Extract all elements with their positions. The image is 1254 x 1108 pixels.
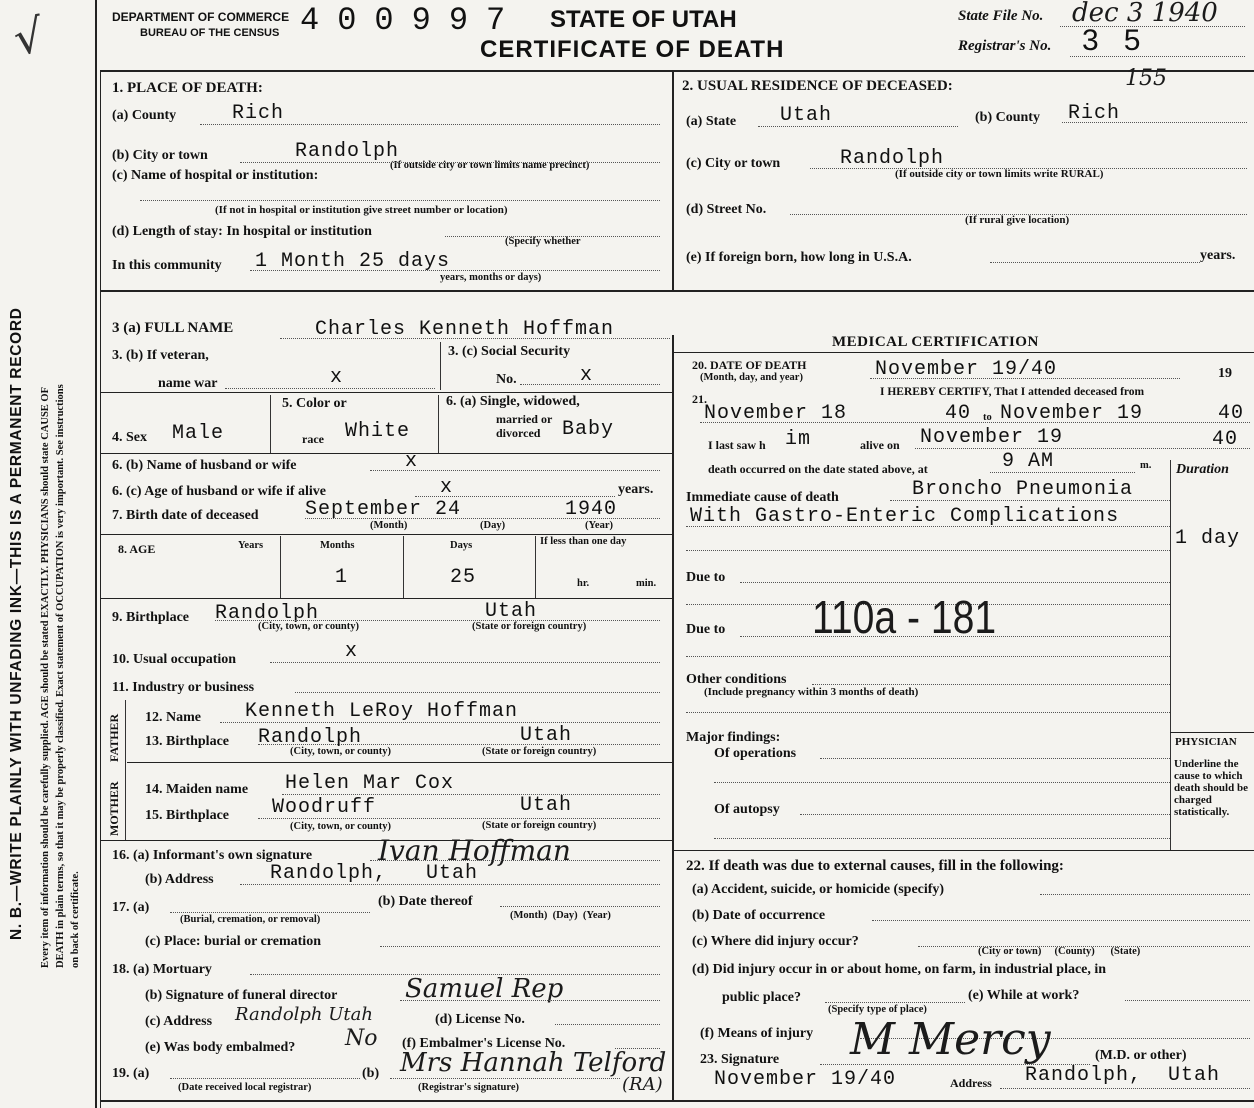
last-saw-label: I last saw h <box>708 438 766 452</box>
birthplace-label: 9. Birthplace <box>112 610 189 625</box>
margin-instructions-2: DEATH in plain terms, so that it may be properly classified. Exact statement of OCCUPATION is very important. See instructions <box>55 384 66 968</box>
embalmed-value: No <box>345 1026 378 1051</box>
last-saw-date: November 19 <box>920 426 1064 449</box>
sex-label: 4. Sex <box>112 430 147 445</box>
external-c-note: (City or town) (County) (State) <box>978 946 1141 957</box>
external-d-note: (Specify type of place) <box>828 1004 927 1015</box>
marital-sub2: divorced <box>496 426 541 440</box>
external-causes-label: 22. If death was due to external causes, fill in the following: <box>686 858 1064 874</box>
mother-bp-state-note: (State or foreign country) <box>482 820 597 831</box>
funeral-director-signature: Samuel Rep <box>405 974 564 1004</box>
registrar-signature: Mrs Hannah Telford <box>400 1048 667 1078</box>
attended-from-year: 40 <box>945 402 972 425</box>
physician-address-label: Address <box>950 1076 992 1090</box>
community-label: In this community <box>112 258 222 273</box>
top-section-rule <box>100 290 1254 292</box>
external-f-label: (f) Means of injury <box>700 1026 814 1041</box>
father-bp-state-note: (State or foreign country) <box>482 746 597 757</box>
age-months-hdr: Months <box>320 540 355 551</box>
mother-tag: MOTHER <box>107 781 121 836</box>
other-conditions-label: Other conditions <box>686 672 787 687</box>
birth-day-note: (Day) <box>480 520 506 531</box>
immediate-cause-line1: Broncho Pneumonia <box>912 478 1134 501</box>
external-d-label: (d) Did injury occur in or about home, on farm, in industrial place, in <box>692 962 1107 977</box>
operations-label: Of operations <box>714 746 797 761</box>
birthplace-state-value: Utah <box>485 600 538 623</box>
date-received-label: 19. (a) <box>112 1066 150 1081</box>
residence-county-label: (b) County <box>975 110 1040 125</box>
registrar-initials: (RA) <box>622 1074 663 1095</box>
veteran-label: 3. (b) If veteran, <box>112 348 209 363</box>
foreign-years-label: years. <box>1200 248 1236 263</box>
burial-date-note: (Month) (Day) (Year) <box>510 910 611 921</box>
margin-instructions-1: Every item of information should be carefully supplied. AGE should be stated EXACTLY. PHYSICIANS should state CAUSE OF <box>40 387 51 968</box>
death-city-value: Randolph <box>295 140 400 163</box>
physician-note: Underline the cause to which death should be charged statistically. <box>1174 758 1248 818</box>
birthplace-city-value: Randolph <box>215 602 320 625</box>
certificate-serial-number: 400997 <box>300 2 524 39</box>
spouse-name-label: 6. (b) Name of husband or wife <box>112 458 297 473</box>
race-label: race <box>302 432 324 446</box>
state-file-value: dec 3 1940 <box>1072 0 1218 28</box>
burial-label: 17. (a) <box>112 900 150 915</box>
alive-on-label: alive on <box>860 438 900 452</box>
mother-birthplace-state: Utah <box>520 794 573 817</box>
place-of-death-heading: 1. PLACE OF DEATH: <box>112 80 263 96</box>
mother-birthplace-label: 15. Birthplace <box>145 808 229 823</box>
full-name-label: 3 (a) FULL NAME <box>112 320 234 336</box>
physician-signature: M Mercy <box>850 1014 1051 1065</box>
embalmer-license-label: (f) Embalmer's License No. <box>402 1036 566 1051</box>
informant-signature-label: 16. (a) Informant's own signature <box>112 848 313 863</box>
item-21: 21. <box>692 392 707 406</box>
age-days-hdr: Days <box>450 540 473 551</box>
other-conditions-note: (Include pregnancy within 3 months of death) <box>704 686 919 698</box>
father-name-value: Kenneth LeRoy Hoffman <box>245 700 519 723</box>
birth-month-note: (Month) <box>370 520 408 531</box>
attended-to-word: to <box>983 412 992 423</box>
hospital-label: (c) Name of hospital or institution: <box>112 168 319 183</box>
date-received-note: (Date received local registrar) <box>178 1082 312 1093</box>
header-bottom-rule <box>100 70 1254 72</box>
external-a-label: (a) Accident, suicide, or homicide (specify) <box>692 882 945 897</box>
date-of-death-sub: (Month, day, and year) <box>700 372 803 383</box>
registrar-sig-note: (Registrar's signature) <box>418 1082 519 1093</box>
ssn-label: 3. (c) Social Security <box>448 344 571 359</box>
external-d-public-place: public place? <box>722 990 801 1005</box>
physician-header: PHYSICIAN <box>1175 736 1237 748</box>
father-birthplace-label: 13. Birthplace <box>145 734 229 749</box>
mother-name-label: 14. Maiden name <box>145 782 249 797</box>
age-years-hdr: Years <box>238 540 264 551</box>
autopsy-label: Of autopsy <box>714 802 780 817</box>
residence-city-value: Randolph <box>840 147 945 170</box>
age-months-value: 1 <box>335 566 349 589</box>
permanent-record-notice: N. B.—WRITE PLAINLY WITH UNFADING INK—THIS IS A PERMANENT RECORD <box>8 307 25 940</box>
birth-date-value: September 24 <box>305 498 462 521</box>
spouse-age-unit: years. <box>618 482 654 497</box>
license-label: (d) License No. <box>435 1012 525 1027</box>
father-birthplace-city: Randolph <box>258 726 363 749</box>
spouse-age-label: 6. (c) Age of husband or wife if alive <box>112 484 327 499</box>
father-name-label: 12. Name <box>145 710 201 725</box>
occupation-label: 10. Usual occupation <box>112 652 237 667</box>
father-bp-city-note: (City, town, or county) <box>290 746 392 757</box>
father-tag: FATHER <box>107 713 121 762</box>
community-note: years, months or days) <box>440 272 542 283</box>
father-birthplace-state: Utah <box>520 724 573 747</box>
spouse-name-value: x <box>405 450 419 473</box>
margin-instructions-3: on back of certificate. <box>70 871 81 968</box>
attended-to-year: 40 <box>1218 402 1245 425</box>
age-label: 8. AGE <box>118 542 156 556</box>
birth-date-label: 7. Birth date of deceased <box>112 508 259 523</box>
race-value: White <box>345 420 411 443</box>
full-name-value: Charles Kenneth Hoffman <box>315 318 615 341</box>
due-to-label-2: Due to <box>686 622 726 637</box>
external-e-label: (e) While at work? <box>968 988 1080 1003</box>
death-city-note: (If outside city or town limits name precinct) <box>390 160 590 171</box>
department-label: DEPARTMENT OF COMMERCE <box>112 10 290 24</box>
state-title: STATE OF UTAH <box>550 6 737 33</box>
marital-value: Baby <box>562 418 615 441</box>
burial-note: (Burial, cremation, or removal) <box>180 914 321 925</box>
marital-sub1: married or <box>496 412 553 426</box>
due-to-label-1: Due to <box>686 570 726 585</box>
veteran-war-label: name war <box>158 376 218 391</box>
time-m-label: m. <box>1140 460 1152 471</box>
street-note: (If rural give location) <box>965 214 1070 226</box>
sex-value: Male <box>172 422 225 445</box>
state-file-label: State File No. <box>958 8 1044 24</box>
birthplace-city-note: (City, town, or county) <box>258 621 360 632</box>
color-label: 5. Color or <box>282 396 347 411</box>
residence-state-label: (a) State <box>686 114 737 129</box>
mother-name-value: Helen Mar Cox <box>285 772 455 795</box>
marital-label: 6. (a) Single, widowed, <box>446 394 580 409</box>
funeral-director-label: (b) Signature of funeral director <box>145 988 338 1003</box>
residence-heading: 2. USUAL RESIDENCE OF DECEASED: <box>682 78 953 94</box>
death-city-label: (b) City or town <box>112 148 208 163</box>
birthplace-state-note: (State or foreign country) <box>472 621 587 632</box>
mother-birthplace-city: Woodruff <box>272 796 377 819</box>
medical-column-divider <box>672 335 674 1100</box>
last-saw-him: im <box>785 428 812 451</box>
burial-place-label: (c) Place: burial or cremation <box>145 934 321 949</box>
frame-left-line <box>95 0 97 1108</box>
major-findings-label: Major findings: <box>686 730 781 745</box>
informant-address-label: (b) Address <box>145 872 214 887</box>
frame-left-line-inner <box>100 70 101 1108</box>
residence-city-label: (c) City or town <box>686 156 781 171</box>
date-of-death-label: 20. DATE OF DEATH <box>692 358 807 372</box>
length-of-stay-label: (d) Length of stay: In hospital or institution <box>112 224 372 239</box>
birth-year-note: (Year) <box>585 520 613 531</box>
immediate-cause-label: Immediate cause of death <box>686 490 839 505</box>
industry-label: 11. Industry or business <box>112 680 255 695</box>
mother-bp-city-note: (City, town, or county) <box>290 821 392 832</box>
external-causes-rule <box>674 850 1254 851</box>
immediate-cause-line2: With Gastro-Enteric Complications <box>690 505 1120 528</box>
burial-date-label: (b) Date thereof <box>378 894 473 909</box>
mortuary-label: 18. (a) Mortuary <box>112 962 212 977</box>
hospital-note: (If not in hospital or institution give street number or location) <box>215 204 508 216</box>
last-saw-year: 40 <box>1212 428 1239 451</box>
certify-statement: I HEREBY CERTIFY, That I attended deceased from <box>880 386 1145 398</box>
registrar-sig-label: (b) <box>362 1066 380 1081</box>
certificate-title: CERTIFICATE OF DEATH <box>480 36 785 63</box>
ssn-no-label: No. <box>496 372 517 387</box>
time-of-death: 9 AM <box>1002 450 1055 473</box>
duration-value: 1 day <box>1175 527 1241 550</box>
embalmed-label: (e) Was body embalmed? <box>145 1040 296 1055</box>
signature-date: November 19/40 <box>714 1068 897 1091</box>
cause-code: 110a - 181 <box>812 591 997 643</box>
bureau-label: BUREAU OF THE CENSUS <box>140 27 280 39</box>
length-of-stay-note: (Specify whether <box>505 236 581 247</box>
death-occurred-label: death occurred on the date stated above, at <box>708 462 928 476</box>
date-of-death-19: 19 <box>1218 366 1232 381</box>
top-column-divider <box>672 70 674 290</box>
attended-to-date: November 19 <box>1000 402 1144 425</box>
physician-address-value: Randolph, Utah <box>1025 1064 1221 1087</box>
mortuary-address-label: (c) Address <box>145 1014 213 1029</box>
age-days-value: 25 <box>450 566 477 589</box>
residence-state-value: Utah <box>780 104 833 127</box>
residence-county-value: Rich <box>1068 102 1121 125</box>
duration-header: Duration <box>1176 462 1229 477</box>
age-min-label: min. <box>636 578 657 589</box>
physician-signature-label: 23. Signature <box>700 1052 780 1067</box>
community-stay-value: 1 Month 25 days <box>255 250 451 273</box>
medical-certification-title: MEDICAL CERTIFICATION <box>832 334 1039 350</box>
margin-check-mark: √ <box>9 7 48 67</box>
informant-address-value: Randolph, Utah <box>270 862 479 885</box>
foreign-born-label: (e) If foreign born, how long in U.S.A. <box>686 250 912 265</box>
occupation-value: x <box>345 640 359 663</box>
duration-column-line <box>1170 460 1171 850</box>
death-county-label: (a) County <box>112 108 177 123</box>
registrar-no-label: Registrar's No. <box>958 38 1052 54</box>
corner-mark: 155 <box>1125 66 1167 91</box>
bottom-edge-rule <box>100 1100 1254 1102</box>
attended-from-date: November 18 <box>704 402 848 425</box>
age-hr-label: hr. <box>577 578 590 589</box>
external-c-label: (c) Where did injury occur? <box>692 934 859 949</box>
registrar-no-value: 3 5 <box>1082 24 1141 57</box>
death-county-value: Rich <box>232 102 285 125</box>
mortuary-address-value: Randolph Utah <box>235 1004 373 1025</box>
medical-top-rule <box>674 352 1254 353</box>
birth-year-value: 1940 <box>565 498 618 521</box>
md-or-other-label: (M.D. or other) <box>1095 1048 1187 1063</box>
age-less-than-day-hdr: If less than one day <box>540 536 627 547</box>
ssn-value: x <box>580 364 594 387</box>
date-of-death-value: November 19/40 <box>875 358 1058 381</box>
veteran-value: x <box>330 366 344 389</box>
street-label: (d) Street No. <box>686 202 767 217</box>
informant-signature: Ivan Hoffman <box>378 834 571 867</box>
spouse-age-value: x <box>440 476 454 499</box>
residence-city-note: (If outside city or town limits write RURAL) <box>895 168 1104 180</box>
external-b-label: (b) Date of occurrence <box>692 908 826 923</box>
